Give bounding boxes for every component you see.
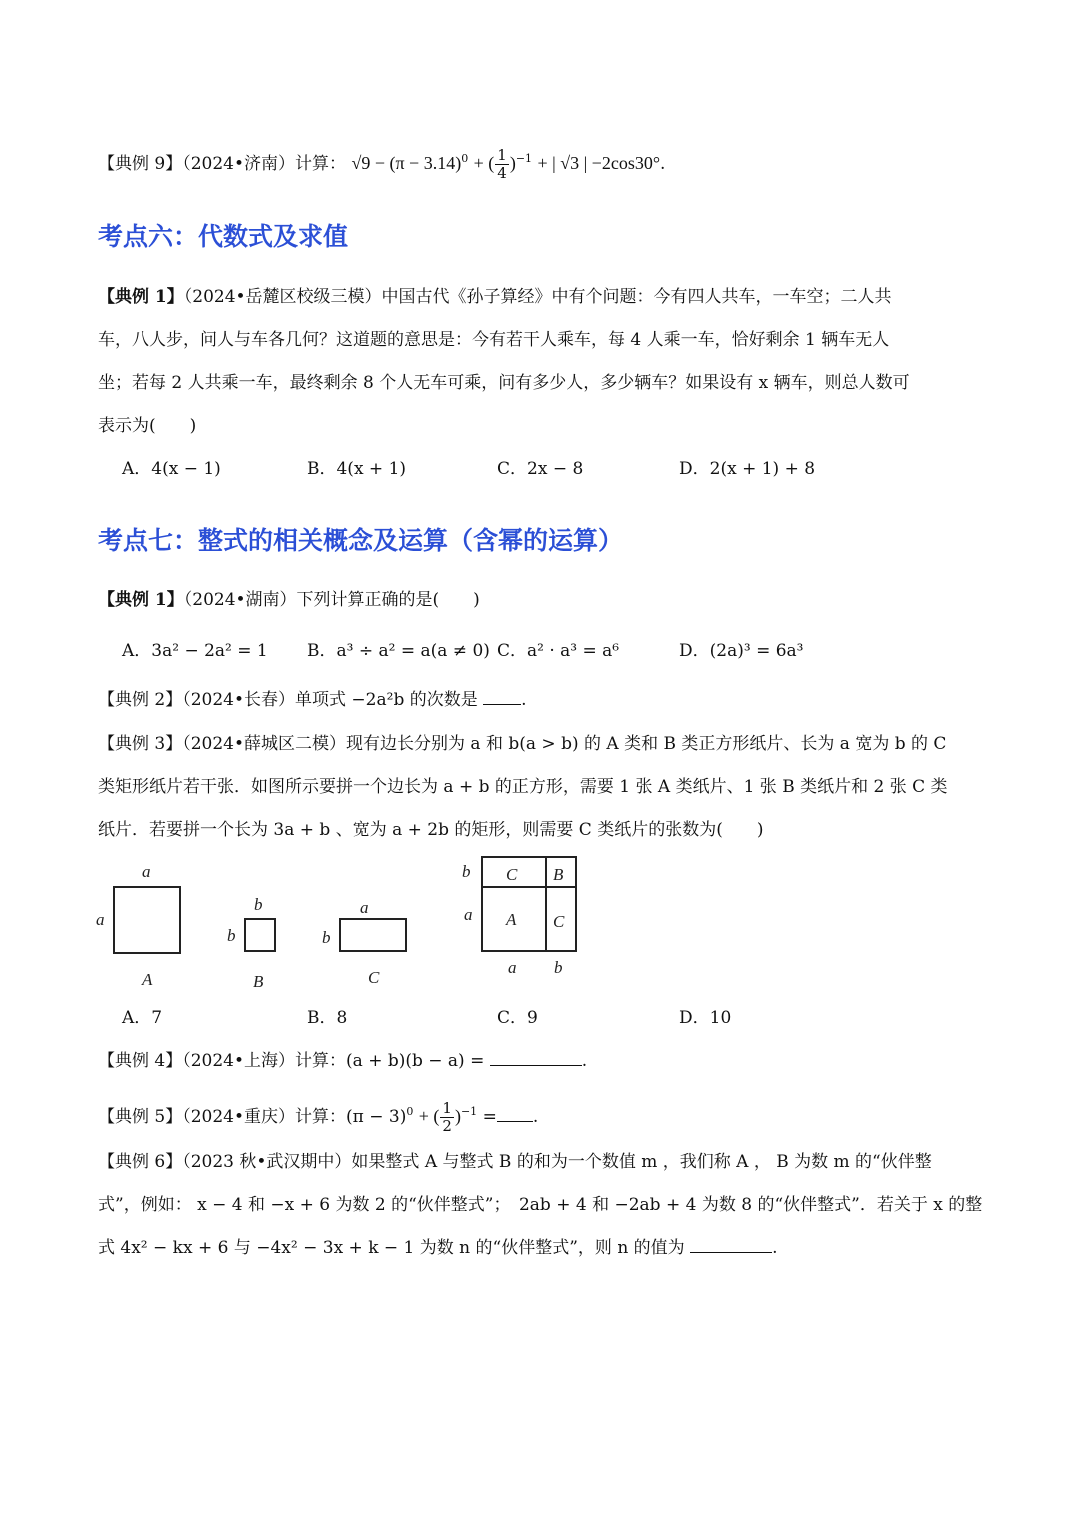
fraction: $\frac{1}{4}$ xyxy=(497,146,507,182)
example-label: 【典例 3】 xyxy=(98,734,183,754)
tile-a: A xyxy=(506,910,517,929)
example-label: 【典例 1】 xyxy=(98,590,184,610)
question-line: 车，八人步，问人与车各几何？这道题的意思是：今有若干人乘车，每 4 人乘一车，恰好剩余 1 辆车无人 xyxy=(98,330,890,350)
question-line: 【典例 1】（2024•湖南）下列计算正确的是( ) xyxy=(98,590,480,610)
exponent: −1 xyxy=(515,152,533,165)
example-label: 【典例 9】 xyxy=(98,154,183,174)
section-heading: 考点七：整式的相关概念及运算（含幂的运算） xyxy=(98,526,624,555)
option-b: B．8 xyxy=(307,1008,348,1028)
example-label: 【典例 4】 xyxy=(98,1051,183,1071)
example-label: 【典例 6】 xyxy=(98,1152,183,1172)
question-line: 【典例 5】（2024•重庆）计算：$(\pi - 3)^0$ + ( $\frac{1}{2}$ )$^{-1}$ = . xyxy=(98,1099,539,1135)
question-line: 【典例 6】（2023 秋•武汉期中）如果整式 A 与整式 B 的和为一个数值 m ，我们称 A ， B 为数 m 的“伙伴整 xyxy=(98,1152,932,1172)
answer-blank xyxy=(483,690,521,705)
fraction: $\frac{1}{2}$ xyxy=(442,1099,452,1135)
square-a xyxy=(114,887,180,953)
question-line: 【典例 2】（2024•长春）单项式 −2a²b 的次数是 . xyxy=(98,690,527,710)
option-c: C．9 xyxy=(497,1008,538,1028)
option-a: A．4(x − 1) xyxy=(122,459,221,479)
square-b xyxy=(245,919,275,951)
answer-blank xyxy=(490,1051,582,1066)
exponent: 0 xyxy=(461,152,469,165)
label-name-c: C xyxy=(368,968,380,987)
option-c: C．2x − 8 xyxy=(497,459,584,479)
label-b: b xyxy=(227,926,236,945)
label-name-a: A xyxy=(142,970,153,989)
question-line: 式 4x² − kx + 6 与 −4x² − 3x + k − 1 为数 n 的“伙伴整式”，则 n 的值为 . xyxy=(98,1238,778,1258)
tile-b: B xyxy=(553,865,564,884)
label-b: b xyxy=(462,862,471,881)
label-a: a xyxy=(96,910,105,929)
question-line: 纸片．若要拼一个长为 3a + b 、宽为 a + 2b 的矩形，则需要 C 类纸片的张数为( ) xyxy=(98,820,764,840)
label-a: a xyxy=(142,862,151,881)
example-source: （2024•济南）计算： xyxy=(182,154,347,174)
exponent: 0 xyxy=(406,1105,414,1118)
option-b: B．a³ ÷ a² = a(a ≠ 0) xyxy=(307,641,490,661)
label-a: a xyxy=(508,958,517,977)
label-b: b xyxy=(322,928,331,947)
question-line: 表示为( ) xyxy=(98,416,197,436)
question-line: 坐；若每 2 人共乘一车，最终剩余 8 个人无车可乘，问有多少人，多少辆车？如果设有 x 辆车，则总人数可 xyxy=(98,373,910,393)
label-a: a xyxy=(464,905,473,924)
question-line: 【典例 4】（2024•上海）计算：(a + b)(b − a) = . xyxy=(98,1051,588,1071)
answer-blank xyxy=(690,1238,772,1253)
tile-c: C xyxy=(506,865,518,884)
expression-part: √9 − (π − 3.14) xyxy=(351,153,462,173)
answer-blank xyxy=(497,1107,533,1122)
option-a: A．7 xyxy=(122,1008,163,1028)
expression-part: + | √3 | −2cos30° xyxy=(537,153,661,173)
exponent: −1 xyxy=(460,1105,478,1118)
question-line: 式”，例如： x − 4 和 −x + 6 为数 2 的“伙伴整式”； 2ab + 4 和 −2ab + 4 为数 8 的“伙伴整式”．若关于 x 的整 xyxy=(98,1195,983,1215)
example-label: 【典例 5】 xyxy=(98,1107,183,1127)
option-c: C．a² · a³ = a⁶ xyxy=(497,641,620,661)
option-d: D．(2a)³ = 6a³ xyxy=(679,641,804,661)
label-b: b xyxy=(254,895,263,914)
question-line: 【典例 1】（2024•岳麓区校级三模）中国古代《孙子算经》中有个问题：今有四人共车，一车空；二人共 xyxy=(98,287,892,307)
question-line: 【典例 3】（2024•薛城区二模）现有边长分别为 a 和 b(a > b) 的 A 类和 B 类正方形纸片、长为 a 宽为 b 的 C xyxy=(98,734,947,754)
label-a: a xyxy=(360,898,369,917)
option-a: A．3a² − 2a² = 1 xyxy=(122,641,268,661)
question-line: 类矩形纸片若干张．如图所示要拼一个边长为 a + b 的正方形，需要 1 张 A 类纸片、1 张 B 类纸片和 2 张 C 类 xyxy=(98,777,948,797)
option-d: D．10 xyxy=(679,1008,732,1028)
example-label: 【典例 1】 xyxy=(98,287,184,307)
option-b: B．4(x + 1) xyxy=(307,459,407,479)
label-name-b: B xyxy=(253,972,264,991)
example-9: 【典例 9】（2024•济南）计算： $√9 - (\pi - 3.14)^0$ + ( $\frac{1}{4}$ )$^{-1}$ + | √3 | −2cos30°. xyxy=(98,146,666,182)
tile-c: C xyxy=(553,912,565,931)
paper-tiles-figure xyxy=(90,855,610,995)
rect-c xyxy=(340,919,406,951)
section-heading: 考点六：代数式及求值 xyxy=(98,222,349,251)
label-b: b xyxy=(554,958,563,977)
option-d: D．2(x + 1) + 8 xyxy=(679,459,816,479)
example-label: 【典例 2】 xyxy=(98,690,183,710)
